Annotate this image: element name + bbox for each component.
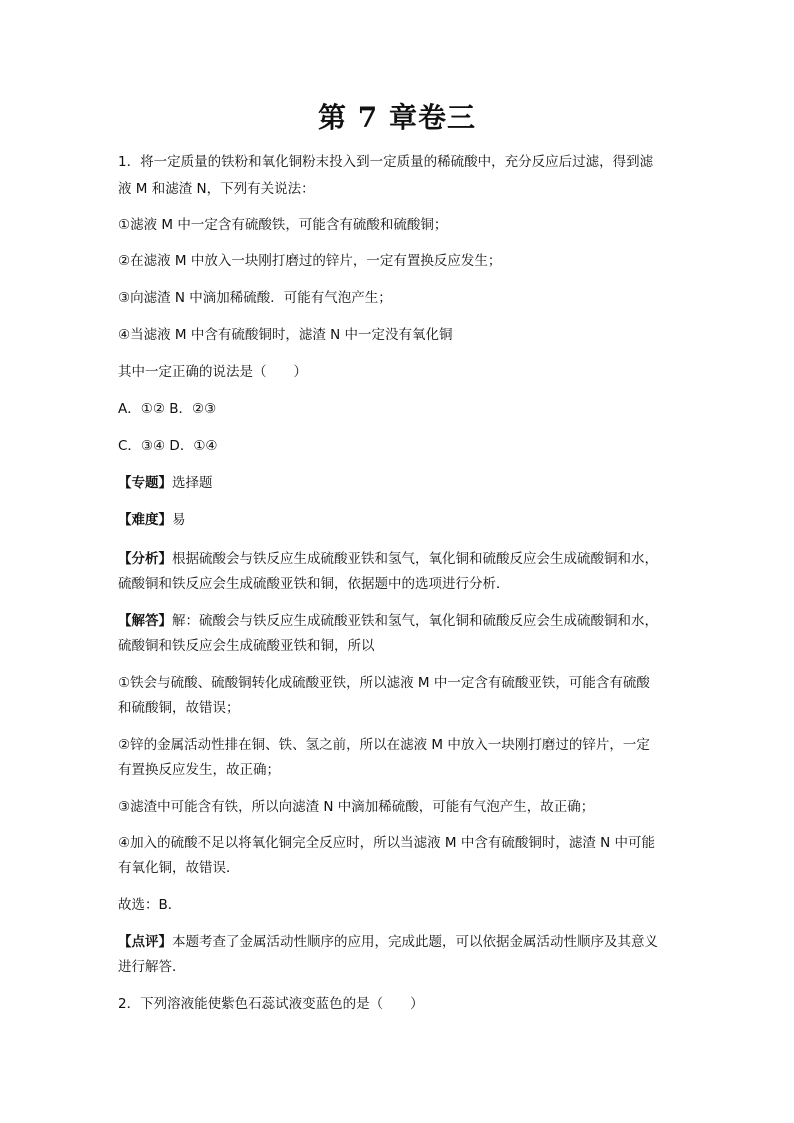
q1-statement-1: ①滤液 M 中一定含有硫酸铁，可能含有硫酸和硫酸铜； — [118, 217, 448, 233]
q1-solution-2-line2: 有置换反应发生，故正确； — [118, 762, 280, 778]
q1-topic — [118, 470, 684, 497]
answer-text-line1: 解：硫酸会与铁反应生成硫酸亚铁和氢气，氧化铜和硫酸反应会生成硫酸铜和水， — [172, 613, 658, 629]
analysis-tag: 【分析】 — [118, 551, 172, 567]
answer-tag: 【解答】 — [118, 613, 172, 629]
q1-options-line1: A．①② B．②③ — [118, 401, 217, 417]
q1-solution-4-line1: ④加入的硫酸不足以将氧化铜完全反应时，所以当滤液 M 中含有硫酸铜时，滤渣 N 中可能 — [118, 835, 656, 851]
q1-analysis-line1 — [118, 546, 684, 573]
document-title: 第 7 章卷三 — [318, 101, 476, 134]
q1-difficulty — [118, 507, 684, 534]
q1-solution-3: ③滤渣中可能含有铁，所以向滤渣 N 中滴加稀硫酸，可能有气泡产生，故正确； — [118, 799, 595, 815]
topic-tag: 【专题】 — [118, 475, 172, 491]
q1-solution-1-line1: ①铁会与硫酸、硫酸铜转化成硫酸亚铁，所以滤液 M 中一定含有硫酸亚铁，可能含有硫酸 — [118, 675, 650, 691]
q1-solution-2-line1: ②锌的金属活动性排在铜、铁、氢之前，所以在滤液 M 中放入一块刚打磨过的锌片，一定 — [118, 737, 650, 753]
q1-comment-line1 — [118, 929, 684, 956]
q1-stem-line2: 液 M 和滤渣 N，下列有关说法： — [118, 181, 315, 197]
q1-solution-4-line2: 有氧化铜，故错误． — [118, 860, 240, 876]
q1-choice: 故选：B． — [118, 897, 182, 913]
difficulty-tag: 【难度】 — [118, 512, 172, 528]
q1-question: 其中一定正确的说法是（ ） — [118, 364, 307, 380]
difficulty-text: 易 — [172, 512, 186, 528]
q1-answer-line1 — [118, 608, 684, 635]
q1-options-line2: C．③④ D．①④ — [118, 438, 218, 454]
analysis-text-line1: 根据硫酸会与铁反应生成硫酸亚铁和氢气，氧化铜和硫酸反应会生成硫酸铜和水， — [172, 551, 658, 567]
q1-solution-1-line2: 和硫酸铜，故错误； — [118, 700, 240, 716]
q1-statement-4: ④当滤液 M 中含有硫酸铜时，滤渣 N 中一定没有氧化铜 — [118, 327, 453, 343]
q1-statement-3: ③向滤渣 N 中滴加稀硫酸．可能有气泡产生； — [118, 290, 392, 306]
q1-answer-line2: 硫酸铜和铁反应会生成硫酸亚铁和铜，所以 — [118, 638, 375, 654]
q1-analysis-line2: 硫酸铜和铁反应会生成硫酸亚铁和铜，依据题中的选项进行分析． — [118, 576, 510, 592]
comment-tag: 【点评】 — [118, 934, 172, 950]
q1-comment-line2: 进行解答． — [118, 959, 186, 975]
q1-statement-2: ②在滤液 M 中放入一块刚打磨过的锌片，一定有置换反应发生； — [118, 253, 502, 269]
q1-stem-line1: 1．将一定质量的铁粉和氧化铜粉末投入到一定质量的稀硫酸中，充分反应后过滤，得到滤 — [118, 154, 654, 170]
topic-text: 选择题 — [172, 475, 213, 491]
comment-text-line1: 本题考查了金属活动性顺序的应用，完成此题，可以依据金属活动性顺序及其意义 — [172, 934, 658, 950]
q2-stem: 2．下列溶液能使紫色石蕊试液变蓝色的是（ ） — [118, 996, 424, 1012]
